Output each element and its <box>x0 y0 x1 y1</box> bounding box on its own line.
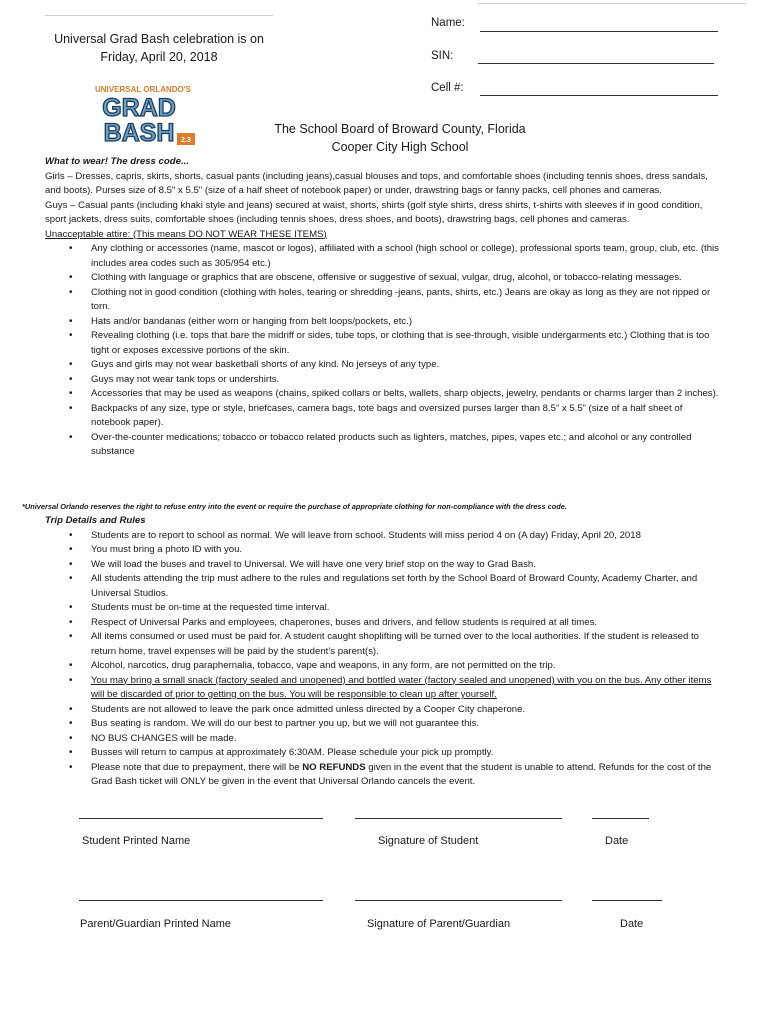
celebration-line-1: Universal Grad Bash celebration is on <box>54 32 264 46</box>
school-board: The School Board of Broward County, Florida <box>274 122 526 136</box>
school-name: Cooper City High School <box>331 140 469 154</box>
name-field[interactable] <box>480 31 718 32</box>
universal-disclaimer: *Universal Orlando reserves the right to refuse entry into the event or require the purchase of appropriate clothing for non-compliance with the dress code. <box>22 502 567 511</box>
unacceptable-heading: Unacceptable attire: (This means DO NOT WEAR THESE ITEMS) <box>45 228 327 240</box>
parent-date-line[interactable] <box>592 900 662 901</box>
logo-bash-text: BASH <box>103 119 175 147</box>
list-item: • Respect of Universal Parks and employees, chaperones, buses and drivers, and fellow students is required at all times. <box>45 616 720 631</box>
celebration-line-2: Friday, April 20, 2018 <box>100 50 218 64</box>
list-item: • Students must be on-time at the requested time interval. <box>45 601 720 616</box>
cell-field[interactable] <box>480 95 718 96</box>
list-item: • We will load the buses and travel to Universal. We will have one very brief stop on the way to Grad Bash. <box>45 558 720 573</box>
list-item: • All items consumed or used must be paid for. A student caught shoplifting will be turned over to the local authorities. If the student is released to return home, travel expenses will be paid by the student’s parent(s). <box>45 630 720 659</box>
list-item: • Hats and/or bandanas (either worn or hanging from belt loops/pockets, etc.) <box>45 315 720 330</box>
parent-signature-line[interactable] <box>355 900 562 901</box>
dress-code-heading: What to wear! The dress code... <box>45 156 189 167</box>
school-title <box>200 120 600 156</box>
list-item: • You must bring a photo ID with you. <box>45 543 720 558</box>
list-item: • Clothing not in good condition (clothing with holes, tearing or shredding -jeans, pants, shirts, etc.) Jeans are okay as long as they are not ripped or torn. <box>45 286 720 315</box>
grad-bash-logo <box>91 83 199 147</box>
celebration-notice <box>45 30 273 66</box>
list-item: • Guys and girls may not wear basketball shorts of any kind. No jerseys of any type. <box>45 358 720 373</box>
refund-text-post: given in the event that the student is unable to attend. Refunds for the cost of the Grad Bash ticket will ONLY be given in the event that Universal Orlando cancels the event. <box>91 761 712 787</box>
girls-dress-code: Girls – Dresses, capris, skirts, shorts, casual pants (including jeans),casual blouses and tops, and comfortable shoes (including tennis shoes, dress sandals, and boots). Purses size of 8.5" x 5.5" (size of a half sheet of notebook paper) or under, drawstring bags or fanny packs, cell phones and cameras. <box>45 170 708 196</box>
student-date-label: Date <box>605 835 629 847</box>
trip-section <box>45 514 720 790</box>
refund-bold: NO REFUNDS <box>302 761 366 773</box>
logo-badge-text: 2.3 <box>181 137 191 144</box>
list-item: • Bus seating is random. We will do our best to partner you up, but we will not guarantee this. <box>45 717 720 732</box>
list-item: • Guys may not wear tank tops or undershirts. <box>45 373 720 388</box>
list-item: • Revealing clothing (i.e. tops that bare the midriff or sides, tube tops, or clothing that is see-through, visible undergarments etc.) Clothing that is too tight or exposes excessive portions of the skin. <box>45 329 720 358</box>
top-rule-right <box>478 3 746 4</box>
trip-heading: Trip Details and Rules <box>45 515 146 526</box>
list-item: • Students are to report to school as normal. We will leave from school. Students will miss period 4 on (A day) Friday, April 20, 2018 <box>45 529 720 544</box>
list-item-refund <box>45 761 720 790</box>
parent-name-label: Parent/Guardian Printed Name <box>80 918 232 930</box>
parent-name-line[interactable] <box>79 900 323 901</box>
dress-code-section <box>45 155 720 460</box>
list-item: • Any clothing or accessories (name, mascot or logos), affiliated with a school (high school or college), professional sports team, group, club, etc. (this includes area codes such as 305/954 etc.) <box>45 242 720 271</box>
refund-text-pre: Please note that due to prepayment, there will be <box>91 761 303 773</box>
parent-signature-label: Signature of Parent/Guardian <box>367 918 511 930</box>
list-item: • Alcohol, narcotics, drug paraphernalia, tobacco, vape and weapons, in any form, are not permitted on the trip. <box>45 659 720 674</box>
parent-date-label: Date <box>620 918 644 930</box>
sin-field[interactable] <box>478 63 714 64</box>
list-item: • Clothing with language or graphics that are obscene, offensive or suggestive of sexual, vulgar, drug, alcohol, or tobacco-relating messages. <box>45 271 720 286</box>
list-item-snack-rule: • You may bring a small snack (factory sealed and unopened) and bottled water (factory sealed and unopened) with you on the bus. Any other items will be discarded of prior to getting on the bus. You will be responsible to clean up after yourself. <box>45 674 720 703</box>
trip-rules-list <box>45 529 720 790</box>
student-signature-label: Signature of Student <box>378 835 479 847</box>
guys-dress-code: Guys – Casual pants (including khaki style and jeans) secured at waist, shorts, shirts (golf style shirts, dress shirts, t-shirts with sleeves if in good condition, sport jackets, dress suits, comfortable shoes (including tennis shoes, dress shoes, and boots), drawstring bags, cell phones and cameras. <box>45 199 703 225</box>
sin-label: SIN: <box>431 50 454 62</box>
cell-label: Cell #: <box>431 82 464 94</box>
student-signature-line[interactable] <box>355 818 562 819</box>
list-item: • Backpacks of any size, type or style, briefcases, camera bags, tote bags and oversized purses larger than 8.5” x 5.5” (size of a half sheet of notebook paper). <box>45 402 720 431</box>
student-name-line[interactable] <box>79 818 323 819</box>
grad-bash-logo-graphic <box>91 83 199 147</box>
unacceptable-list <box>45 242 720 460</box>
top-rule-left <box>45 15 273 16</box>
list-item: • NO BUS CHANGES will be made. <box>45 732 720 747</box>
logo-top-text: UNIVERSAL ORLANDO'S <box>95 85 191 94</box>
list-item: • Over-the-counter medications; tobacco or tobacco related products such as lighters, matches, pipes, vapes etc.; and alcohol or any controlled substance <box>45 431 720 460</box>
logo-grad-text: GRAD <box>102 94 176 122</box>
student-date-line[interactable] <box>592 818 649 819</box>
name-label: Name: <box>431 17 465 29</box>
list-item: • All students attending the trip must adhere to the rules and regulations set forth by the School Board of Broward County, Academy Charter, and Universal Studios. <box>45 572 720 601</box>
list-item: • Accessories that may be used as weapons (chains, spiked collars or belts, wallets, sharp objects, jewelry, pendants or charms larger than 2 inches). <box>45 387 720 402</box>
list-item: • Students are not allowed to leave the park once admitted unless directed by a Cooper City chaperone. <box>45 703 720 718</box>
list-item: • Busses will return to campus at approximately 6:30AM. Please schedule your pick up promptly. <box>45 746 720 761</box>
student-name-label: Student Printed Name <box>82 835 191 847</box>
